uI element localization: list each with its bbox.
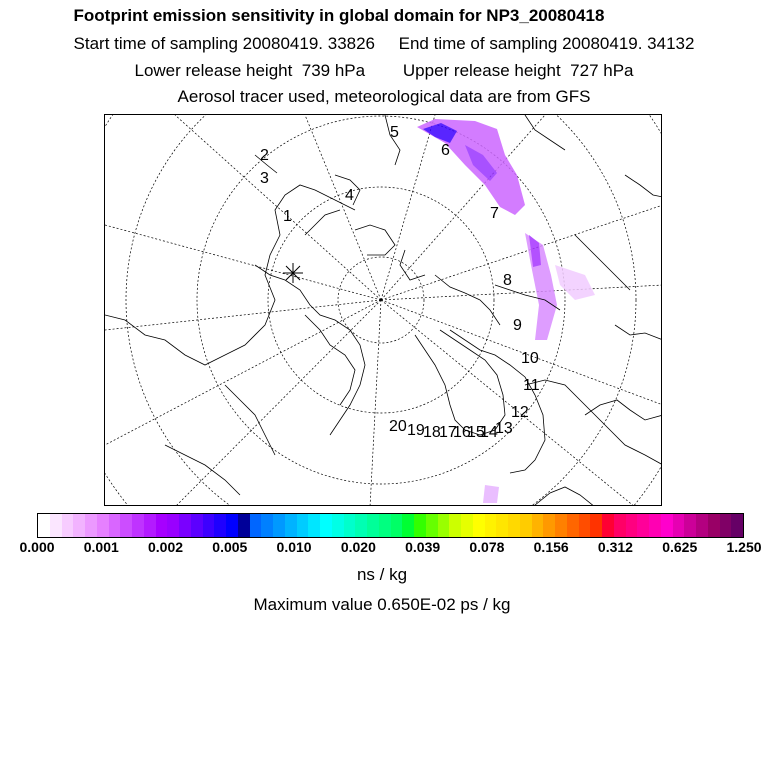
trajectory-label: 4	[345, 187, 354, 204]
colorbar-cell	[543, 514, 555, 537]
colorbar-cell	[626, 514, 638, 537]
colorbar-cell	[167, 514, 179, 537]
release-height-line: Lower release height 739 hPa Upper release height 727 hPa	[134, 61, 634, 80]
colorbar-cell	[214, 514, 226, 537]
colorbar-cell	[402, 514, 414, 537]
colorbar-cell	[355, 514, 367, 537]
trajectory-label: 3	[260, 170, 269, 187]
colorbar-cell	[109, 514, 121, 537]
trajectory-label: 6	[441, 142, 450, 159]
colorbar-cell	[179, 514, 191, 537]
colorbar-units: ns / kg	[356, 565, 408, 584]
colorbar-cell	[285, 514, 297, 537]
colorbar-cell	[191, 514, 203, 537]
colorbar-cell	[485, 514, 497, 537]
colorbar-cell	[579, 514, 591, 537]
colorbar-cell	[238, 514, 250, 537]
trajectory-label: 18	[423, 424, 441, 441]
colorbar-tick-label: 0.020	[340, 539, 376, 555]
colorbar-cell	[132, 514, 144, 537]
map-canvas	[105, 115, 662, 506]
trajectory-label: 5	[390, 124, 399, 141]
colorbar-cell	[449, 514, 461, 537]
trajectory-label: 11	[523, 377, 540, 394]
colorbar-tick-label: 1.250	[726, 539, 762, 555]
colorbar-cell	[297, 514, 309, 537]
tracer-info-line: Aerosol tracer used, meteorological data are from GFS	[177, 87, 591, 106]
colorbar-cell	[731, 514, 743, 537]
trajectory-label: 16	[453, 424, 471, 441]
colorbar-cell	[649, 514, 661, 537]
colorbar-cell	[637, 514, 649, 537]
graticule	[105, 115, 662, 506]
trajectory-label: 2	[260, 147, 269, 164]
colorbar-cell	[473, 514, 485, 537]
colorbar-cell	[567, 514, 579, 537]
colorbar-cell	[661, 514, 673, 537]
colorbar-cell	[250, 514, 262, 537]
trajectory-label: 13	[495, 420, 513, 437]
trajectory-label: 15	[467, 424, 485, 441]
colorbar-cell	[720, 514, 732, 537]
colorbar-cell	[367, 514, 379, 537]
colorbar-tick-label: 0.000	[19, 539, 55, 555]
colorbar-cell	[226, 514, 238, 537]
colorbar-cell	[344, 514, 356, 537]
release-site-marker	[283, 263, 303, 283]
colorbar-tick-label: 0.625	[662, 539, 698, 555]
trajectory-label: 7	[490, 205, 499, 222]
colorbar-cell	[614, 514, 626, 537]
colorbar-tick-label: 0.156	[533, 539, 569, 555]
trajectory-label: 10	[521, 350, 539, 367]
trajectory-label: 17	[439, 424, 457, 441]
colorbar-cell	[62, 514, 74, 537]
colorbar-cell	[555, 514, 567, 537]
colorbar-tick-label: 0.010	[276, 539, 312, 555]
colorbar-cell	[391, 514, 403, 537]
trajectory-label: 14	[480, 424, 498, 441]
map-title: Footprint emission sensitivity in global domain for NP3_20080418	[73, 6, 605, 25]
colorbar-cell	[261, 514, 273, 537]
colorbar-cell	[203, 514, 215, 537]
colorbar-cell	[308, 514, 320, 537]
polar-map	[104, 114, 662, 506]
trajectory-label: 9	[513, 317, 522, 334]
colorbar-cell	[273, 514, 285, 537]
trajectory-label: 1	[283, 208, 292, 225]
trajectory-label: 20	[389, 418, 407, 435]
colorbar-tick-label: 0.005	[212, 539, 248, 555]
colorbar-cell	[379, 514, 391, 537]
colorbar-cell	[320, 514, 332, 537]
coastlines	[105, 115, 662, 506]
colorbar-tick-label: 0.002	[148, 539, 184, 555]
colorbar-tick-label: 0.039	[405, 539, 441, 555]
colorbar-cell	[520, 514, 532, 537]
colorbar-cell	[156, 514, 168, 537]
trajectory-label: 8	[503, 272, 512, 289]
colorbar-cell	[50, 514, 62, 537]
colorbar-tick-label: 0.001	[83, 539, 119, 555]
colorbar-cell	[332, 514, 344, 537]
colorbar-cell	[696, 514, 708, 537]
trajectory-label: 12	[511, 404, 529, 421]
colorbar-cell	[73, 514, 85, 537]
colorbar	[37, 513, 744, 538]
colorbar-cell	[602, 514, 614, 537]
colorbar-cell	[426, 514, 438, 537]
colorbar-cell	[508, 514, 520, 537]
colorbar-cell	[438, 514, 450, 537]
footprint-plume	[417, 119, 595, 503]
maximum-value-text: Maximum value 0.650E-02 ps / kg	[253, 595, 511, 614]
colorbar-cell	[120, 514, 132, 537]
colorbar-cell	[85, 514, 97, 537]
colorbar-cell	[532, 514, 544, 537]
colorbar-cell	[496, 514, 508, 537]
trajectory-label: 19	[407, 422, 425, 439]
colorbar-cell	[144, 514, 156, 537]
colorbar-tick-label: 0.312	[597, 539, 633, 555]
colorbar-cell	[414, 514, 426, 537]
sampling-time-line: Start time of sampling 20080419. 33826 End time of sampling 20080419. 34132	[73, 34, 695, 53]
colorbar-tick-label: 0.078	[469, 539, 505, 555]
colorbar-cell	[684, 514, 696, 537]
colorbar-cell	[673, 514, 685, 537]
colorbar-cell	[590, 514, 602, 537]
colorbar-cell	[461, 514, 473, 537]
colorbar-cell	[97, 514, 109, 537]
colorbar-cell	[708, 514, 720, 537]
colorbar-cell	[38, 514, 50, 537]
